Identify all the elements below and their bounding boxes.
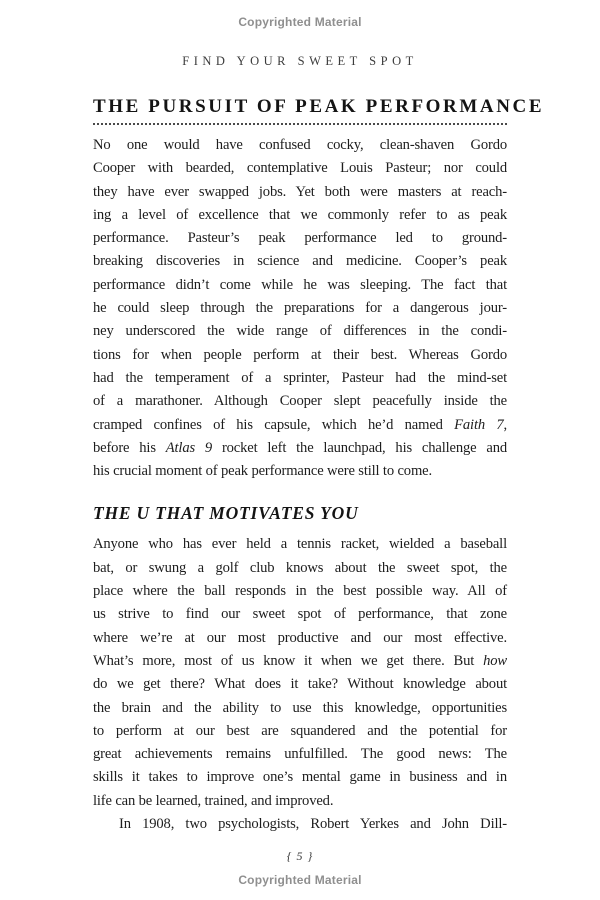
paragraph-in-1908: In 1908, two psychologists, Robert Yerkes and John Dill- <box>119 816 507 833</box>
running-head: FIND YOUR SWEET SPOT <box>182 54 418 68</box>
copyright-banner-bottom: Copyrighted Material <box>238 873 362 888</box>
section-heading-u-that-motivates-you: THE U THAT MOTIVATES YOU <box>93 503 359 524</box>
page-content <box>93 96 545 836</box>
page-number: { 5 } <box>286 849 314 864</box>
section-heading-pursuit-of-peak-performance: THE PURSUIT OF PEAK PERFORMANCE <box>93 96 507 125</box>
paragraph-peak-performance: No one would have confused cocky, clean-shaven Gordo Cooper with bearded, contemplative Louis Pasteur; nor could they have ever swapped jobs. Yet both were masters at reach- ing a level of excellence that we commonly refer to as peak performance. Pasteur’s peak performance led to ground- breaking discoveries in science and medicine. Cooper’s peak performance didn’t come while he was sleeping. The fact that he could sleep through the preparations for a dangerous jour- ney underscored the wide range of differences in the condi- tions for when people perform at their best. Whereas Gordo had the temperament of a sprinter, Pasteur had the mind-set of a marathoner. Although Cooper slept peacefully inside the cramped confines of his capsule, which he’d named Faith 7, before his Atlas 9 rocket left the launchpad, his challenge and his crucial moment of peak performance were still to come. <box>93 137 507 480</box>
copyright-banner-top: Copyrighted Material <box>238 15 362 29</box>
paragraph-sweet-spot: Anyone who has ever held a tennis racket, wielded a baseball bat, or swung a golf club knows about the sweet spot, the place where the ball responds in the best possible way. All of us strive to find our sweet spot of performance, that zone where we’re at our most productive and our most effective. What’s more, most of us know it when we get there. But how do we get there? What does it take? Without knowledge about the brain and the ability to use this knowledge, opportunities to perform at our best are squandered and the potential for great achievements remains unfulfilled. The good news: The skills it takes to improve one’s mental game in business and in life can be learned, trained, and improved. <box>93 536 507 809</box>
